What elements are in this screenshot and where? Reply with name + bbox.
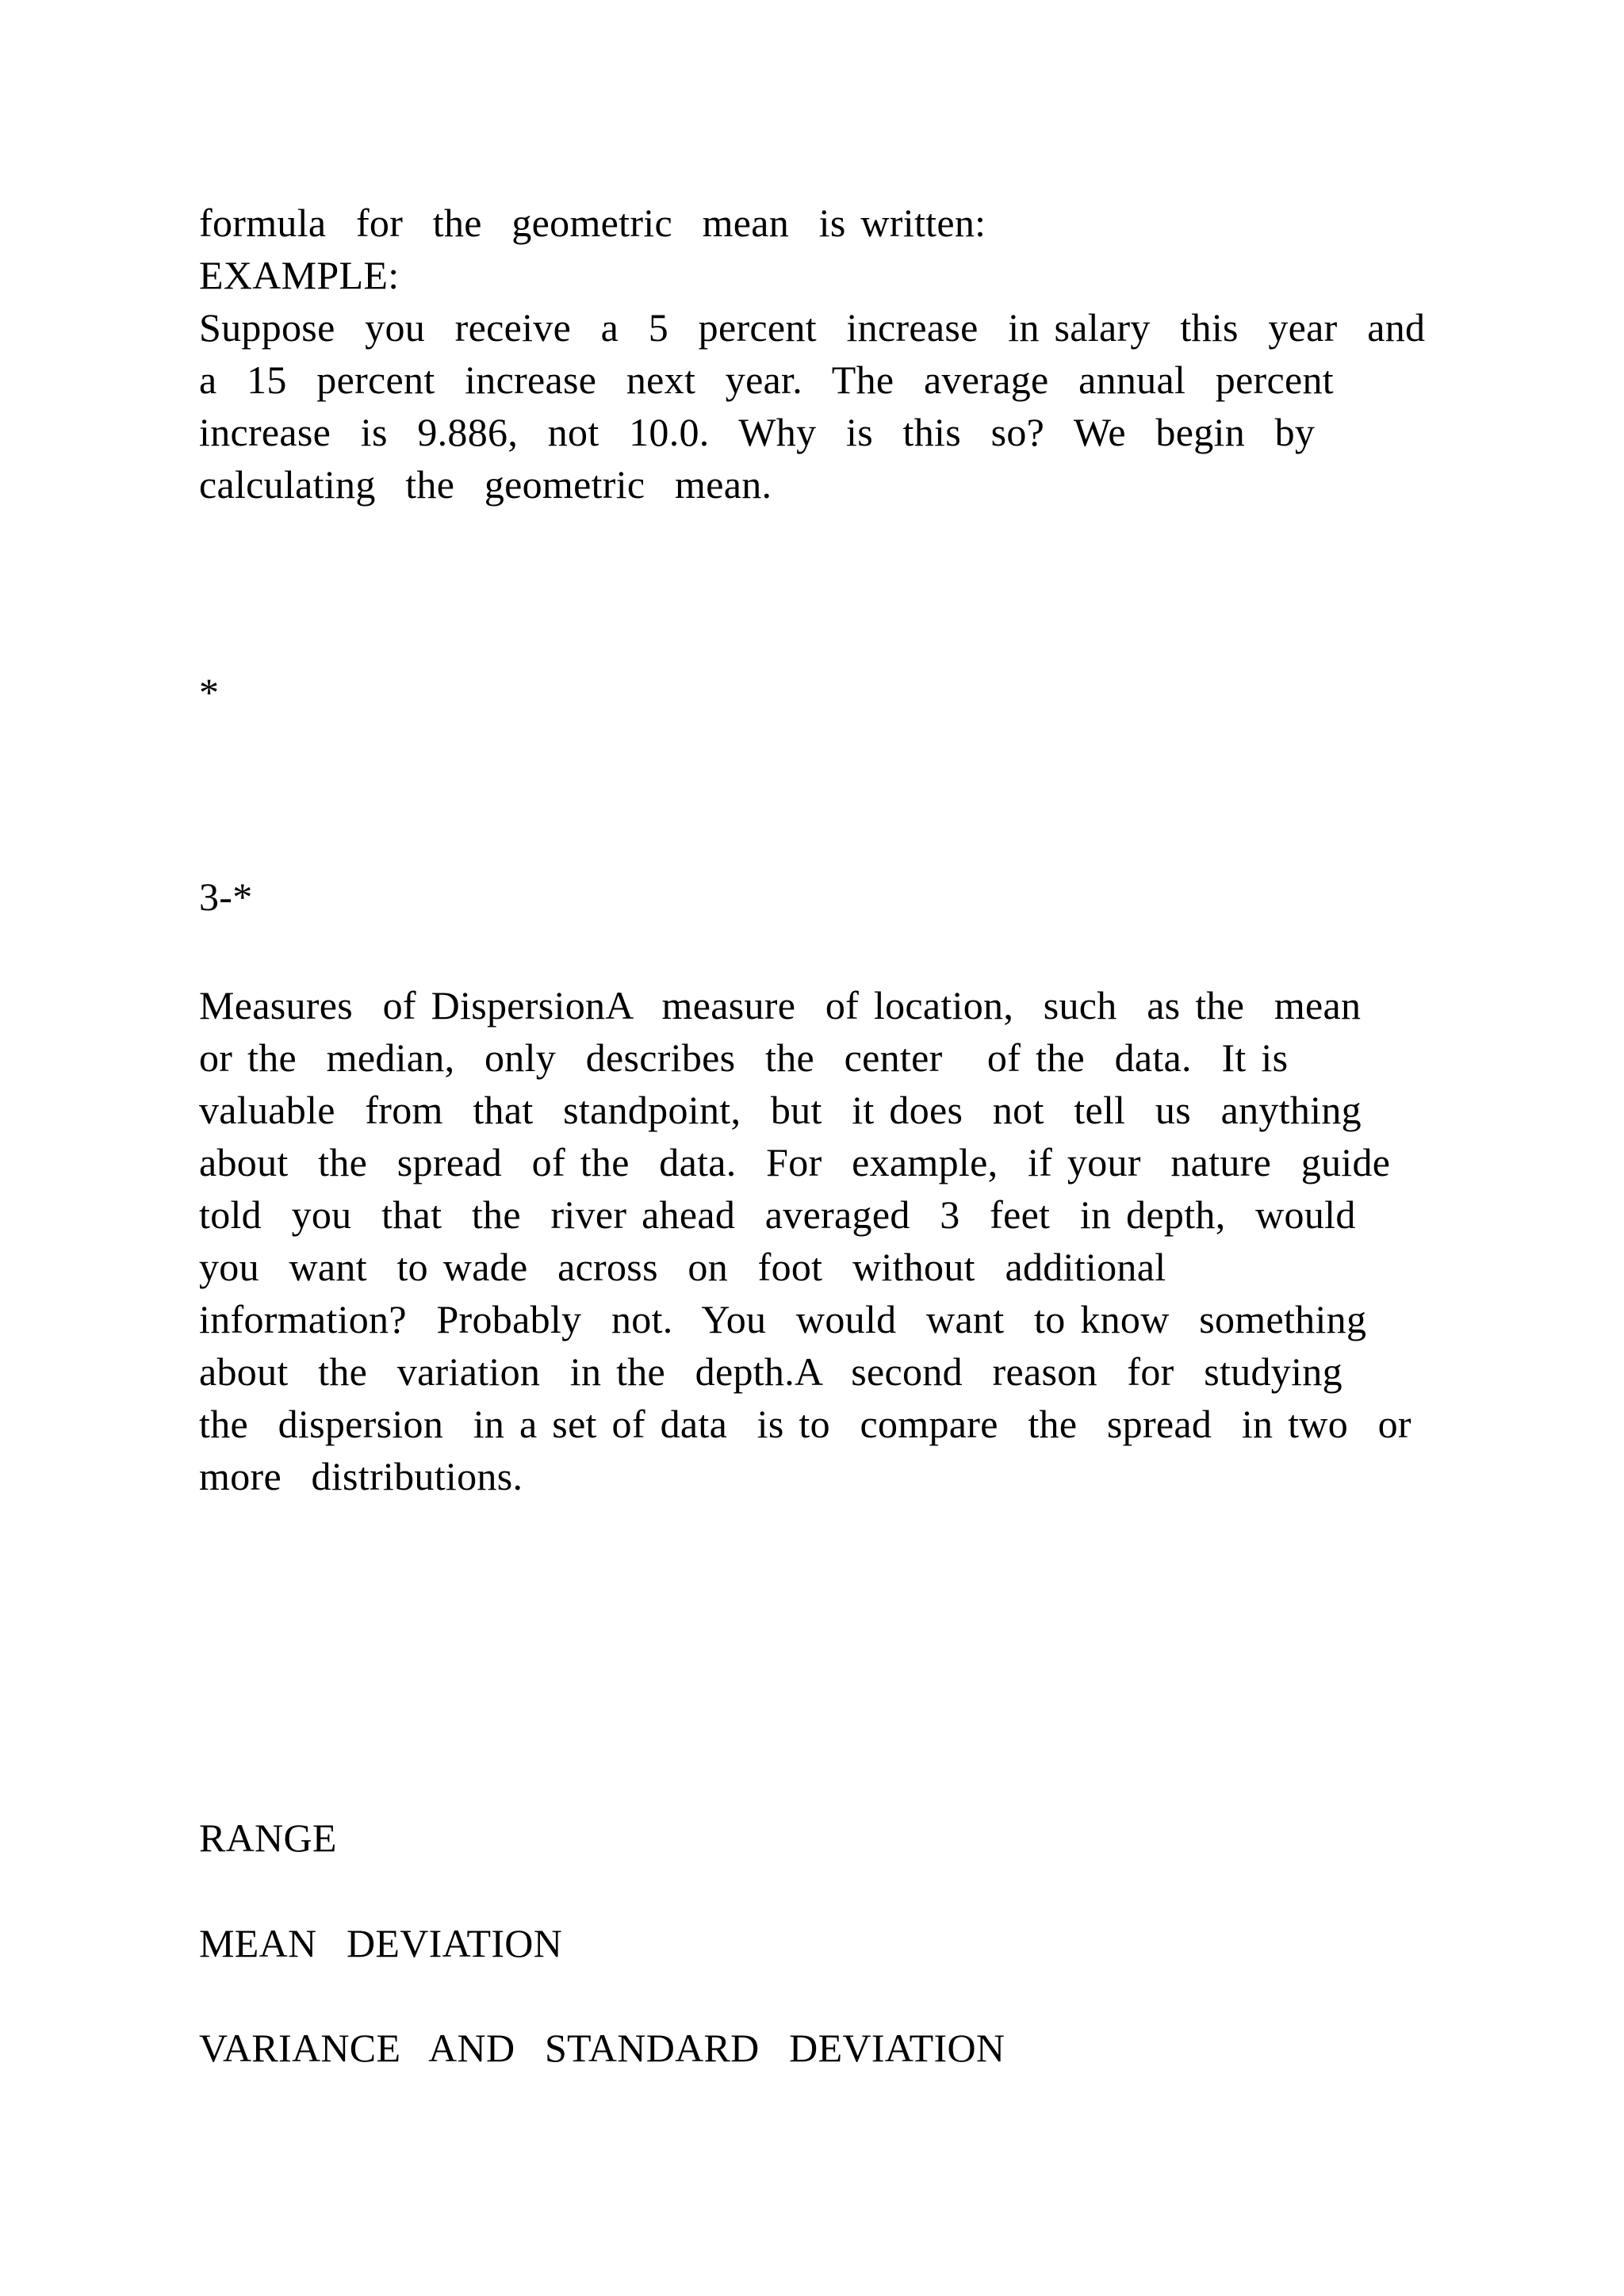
dispersion-line-3: valuable from that standpoint, but it does not tell us anything	[199, 1088, 1362, 1132]
intro-line-increase-next-year: a 15 percent increase next year. The average annual percent	[199, 358, 1334, 402]
intro-line-formula: formula for the geometric mean is written:	[199, 201, 986, 245]
dispersion-line-6: you want to wade across on foot without additional	[199, 1245, 1166, 1289]
topic-variance-standard-deviation: VARIANCE AND STANDARD DEVIATION	[199, 2026, 1005, 2070]
dispersion-line-5: told you that the river ahead averaged 3 feet in depth, would	[199, 1192, 1356, 1237]
dispersion-line-1: Measures of DispersionA measure of location, such as the mean	[199, 983, 1362, 1027]
intro-line-example-heading: EXAMPLE:	[199, 253, 400, 297]
dispersion-line-10: more distributions.	[199, 1454, 523, 1498]
dispersion-line-2: or the median, only describes the center of the data. It is	[199, 1035, 1289, 1080]
dispersion-line-8: about the variation in the depth.A second reason for studying	[199, 1349, 1342, 1394]
topic-mean-deviation: MEAN DEVIATION	[199, 1921, 563, 1965]
intro-line-suppose: Suppose you receive a 5 percent increase in salary this year and	[199, 305, 1426, 350]
dispersion-line-9: the dispersion in a set of data is to compare the spread in two or	[199, 1402, 1411, 1446]
dispersion-line-4: about the spread of the data. For example, if your nature guide	[199, 1140, 1391, 1184]
dispersion-line-7: information? Probably not. You would want to know something	[199, 1297, 1367, 1341]
topic-range: RANGE	[199, 1816, 337, 1860]
intro-line-calculating: calculating the geometric mean.	[199, 462, 772, 507]
slide-number: 3-*	[199, 874, 253, 919]
intro-line-average: increase is 9.886, not 10.0. Why is this so? We begin by	[199, 410, 1316, 454]
asterisk-marker: *	[199, 670, 220, 714]
